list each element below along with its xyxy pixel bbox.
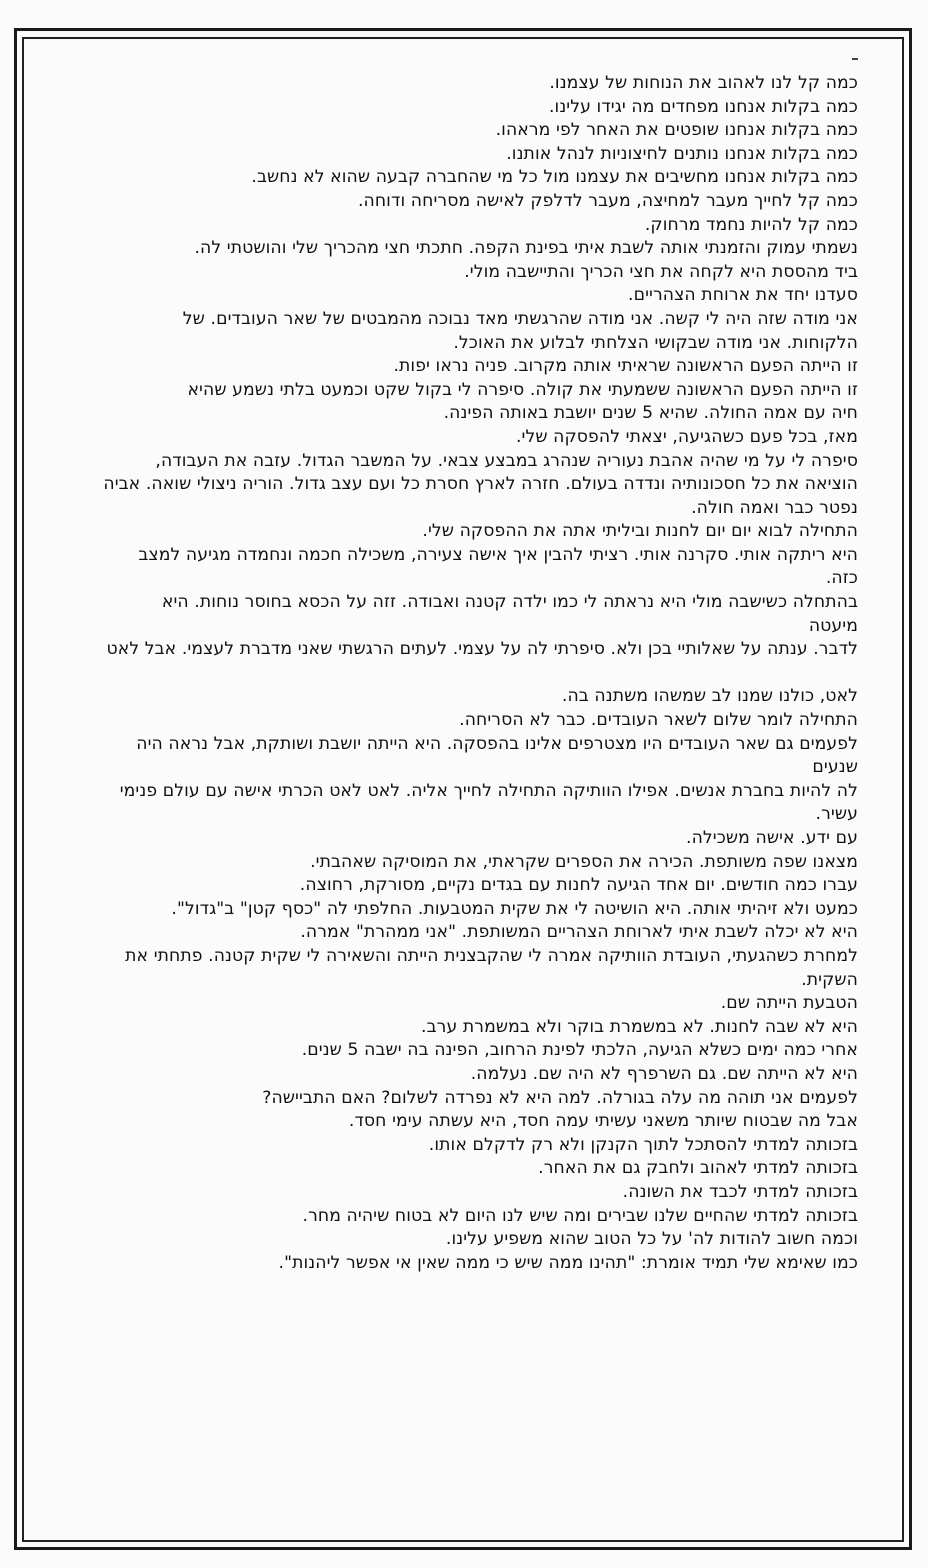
- text-line: שנעים: [812, 757, 858, 778]
- text-line: התחילה לבוא יום יום לחנות וביליתי אתה את ההפסקה שלי.: [422, 521, 858, 542]
- text-line: כזה.: [825, 568, 858, 589]
- text-line: היא לא הייתה שם. גם השרפרף לא היה שם. נעלמה.: [470, 1063, 858, 1084]
- text-line: כמעט ולא זיהיתי אותה. היא הושיטה לי את שקית המטבעות. החלפתי לה "כסף קטן" ב"גדול".: [171, 898, 858, 919]
- text-line: סיפרה לי על מי שהיה אהבת נעוריה שנהרג במבצע צבאי. על המשבר הגדול. עזבה את העבודה,: [155, 450, 858, 471]
- text-line: נשמתי עמוק והזמנתי אותה לשבת איתי בפינת הקפה. חתכתי חצי מהכריך שלי והושטתי לה.: [194, 238, 858, 259]
- text-line: היא לא שבה לחנות. לא במשמרת בוקר ולא במשמרת ערב.: [421, 1016, 858, 1037]
- text-line: היא לא יכלה לשבת איתי לארוחת הצהריים המשותפת. "אני ממהרת" אמרה.: [300, 922, 858, 943]
- text-line: היא ריתקה אותי. סקרנה אותי. רציתי להבין איך אישה צעירה, משכילה חכמה ונחמדה מגיעה למצב: [138, 544, 858, 565]
- text-line: ביד מהססת היא לקחה את חצי הכריך והתיישבה מולי.: [464, 261, 858, 282]
- text-line: מאז, בכל פעם כשהגיעה, יצאתי להפסקה שלי.: [515, 426, 858, 447]
- text-line: בזכותה למדתי לכבד את השונה.: [622, 1181, 858, 1202]
- text-line: עם ידע. אישה משכילה.: [686, 828, 858, 848]
- text-line: כמה בקלות אנחנו שופטים את האחר לפי מראהו.: [495, 120, 858, 141]
- text-line: בזכותה למדתי לאהוב ולחבק גם את האחר.: [538, 1158, 858, 1179]
- text-line: כמו שאימא שלי תמיד אומרת: "תהינו ממה שיש כי ממה שאין אי אפשר ליהנות".: [278, 1252, 858, 1273]
- blank-line: [68, 662, 858, 686]
- text-line: הלקוחות. אני מודה שבקושי הצלחתי לבלוע את האוכל.: [453, 332, 858, 353]
- document-body: [68, 72, 858, 1275]
- text-line: בזכותה למדתי להסתכל לתוך הקנקן ולא רק לדקלם אותו.: [428, 1134, 858, 1155]
- text-line: כמה בקלות אנחנו נותנים לחיצוניות לנהל אותנו.: [506, 143, 858, 164]
- text-line: התחילה לומר שלום לשאר העובדים. כבר לא הסריחה.: [459, 710, 858, 731]
- text-line: כמה בקלות אנחנו מפחדים מה יגידו עלינו.: [548, 96, 858, 117]
- text-line: בזכותה למדתי שהחיים שלנו שבירים ומה שיש לנו היום לא בטוח שיהיה מחר.: [302, 1205, 858, 1226]
- text-line: סעדנו יחד את ארוחת הצהריים.: [628, 285, 858, 306]
- text-line: בהתחלה כשישבה מולי היא נראתה לי כמו ילדה קטנה ואבודה. זזה על הכסא בחוסר נוחות. היא: [161, 592, 858, 613]
- text-line: כמה קל לחייך מעבר למחיצה, מעבר לדלפק לאישה מסריחה ודוחה.: [357, 190, 858, 211]
- text-line: חיה עם אמה החולה. שהיא 5 שנים יושבת באותה הפינה.: [443, 403, 858, 424]
- text-line: לפעמים גם שאר העובדים היו מצטרפים אלינו בהפסקה. היא הייתה יושבת ושותקת, אבל נראה היה: [136, 733, 858, 754]
- text-line: זו הייתה הפעם הראשונה שראיתי אותה מקרוב. פניה נראו יפות.: [393, 356, 858, 377]
- text-line: זו הייתה הפעם הראשונה ששמעתי את קולה. סיפרה לי בקול שקט וכמעט בלתי נשמע שהיא: [187, 379, 858, 400]
- stray-mark: [852, 58, 858, 60]
- text-line: לפעמים אני תוהה מה עלה בגורלה. למה היא לא נפרדה לשלום? האם התביישה?: [262, 1087, 858, 1108]
- text-line: לדבר. ענתה על שאלותיי בכן ולא. סיפרתי לה על עצמי. לעתים הרגשתי שאני מדברת לעצמי. אבל לאט: [106, 639, 858, 660]
- text-line: לה להיות בחברת אנשים. אפילו הוותיקה התחילה לחייך אליה. לאט לאט הכרתי אישה עם עולם פנימי: [119, 780, 858, 801]
- text-line: לאט, כולנו שמנו לב שמשהו משתנה בה.: [561, 686, 858, 707]
- text-line: כמה בקלות אנחנו מחשיבים את עצמנו מול כל מי שהחברה קבעה שהוא לא נחשב.: [251, 167, 858, 188]
- text-line: וכמה חשוב להודות לה' על כל הטוב שהוא משפיע עלינו.: [445, 1229, 858, 1250]
- text-line: עברו כמה חודשים. יום אחד הגיעה לחנות עם בגדים נקיים, מסורקת, רחוצה.: [299, 875, 858, 896]
- text-line: מצאנו שפה משותפת. הכירה את הספרים שקראתי, את המוסיקה שאהבתי.: [310, 851, 858, 872]
- text-line: כמה קל לנו לאהוב את הנוחות של עצמנו.: [549, 73, 858, 93]
- text-line: עשיר.: [815, 804, 858, 825]
- text-line: למחרת כשהגעתי, העובדת הוותיקה אמרה לי שהקבצנית הייתה והשאירה לי שקית קטנה. פתחתי את: [125, 945, 858, 966]
- text-line: אבל מה שבטוח שיותר משאני עשיתי עמה חסד, היא עשתה עימי חסד.: [348, 1111, 858, 1132]
- text-line: כמה קל להיות נחמד מרחוק.: [644, 214, 858, 235]
- text-line: מיעטה: [808, 615, 858, 636]
- text-line: הוציאה את כל חסכונותיה ונדדה בעולם. חזרה לארץ חסרת כל ועם עצב גדול. הוריה ניצולי שואה. אביה: [103, 474, 858, 495]
- text-line: נפטר כבר ואמה חולה.: [691, 497, 858, 518]
- text-line: הטבעת הייתה שם.: [720, 993, 858, 1014]
- text-line: אחרי כמה ימים כשלא הגיעה, הלכתי לפינת הרחוב, הפינה בה ישבה 5 שנים.: [301, 1040, 858, 1061]
- text-line: אני מודה שזה היה לי קשה. אני מודה שהרגשתי מאד נבוכה מהמבטים של שאר העובדים. של: [182, 308, 858, 329]
- text-line: השקית.: [801, 969, 858, 990]
